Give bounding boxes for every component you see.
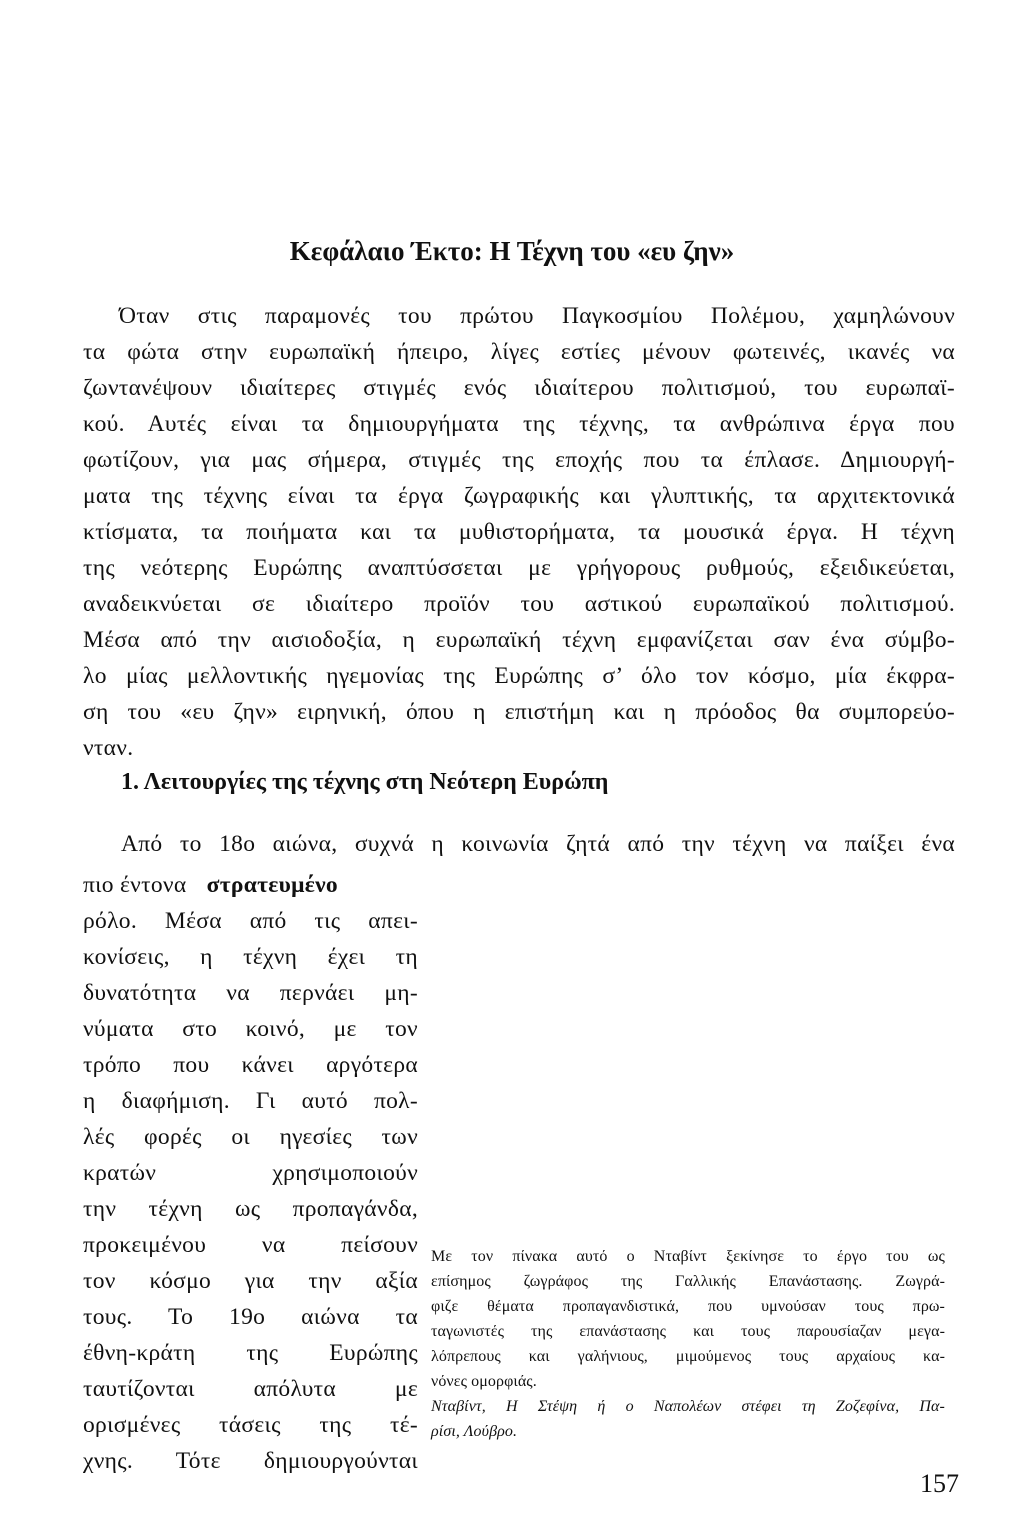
- intro-line: ζωντανέψουν ιδιαίτερες στιγμές ενός ιδιαίτερου πολιτισμού, του ευρωπαϊ-: [83, 375, 955, 401]
- body-column-line: νύματα στο κοινό, με τον: [83, 1016, 418, 1042]
- intro-line: Όταν στις παραμονές του πρώτου Παγκοσμίου Πολέμου, χαμηλώνουν: [119, 303, 955, 329]
- body-column-line: λές φορές οι ηγεσίες των: [83, 1124, 418, 1150]
- caption-line: επίσημος ζωγράφος της Γαλλικής Επανάστασης. Ζωγρά-: [431, 1273, 945, 1290]
- body-column-line: ρόλο. Μέσα από τις απει-: [83, 908, 418, 934]
- body-line-2-bold: στρατευμένο: [206, 872, 338, 898]
- body-column-line: η διαφήμιση. Γι αυτό πολ-: [83, 1088, 418, 1114]
- caption-credit-line: ρίσι, Λούβρο.: [431, 1423, 518, 1440]
- page-number: 157: [920, 1469, 959, 1498]
- body-first-line: Από το 18ο αιώνα, συχνά η κοινωνία ζητά από την τέχνη να παίξει ένα: [121, 831, 955, 857]
- intro-line: αναδεικνύεται σε ιδιαίτερο προϊόν του αστικού ευρωπαϊκού πολιτισμού.: [83, 591, 955, 617]
- body-column-line: προκειμένου να πείσουν: [83, 1232, 418, 1258]
- caption-line: φιζε θέματα προπαγανδιστικά, που υμνούσαν τους πρω-: [431, 1298, 945, 1315]
- intro-line: της νεότερης Ευρώπης αναπτύσσεται με γρήγορους ρυθμούς, εξειδικεύεται,: [83, 555, 955, 581]
- intro-line: νταν.: [83, 735, 134, 761]
- section-heading: 1. Λειτουργίες της τέχνης στη Νεότερη Ευρώπη: [121, 769, 609, 795]
- body-column-line: χνης. Τότε δημιουργούνται: [83, 1448, 418, 1474]
- body-column-line: τρόπο που κάνει αργότερα: [83, 1052, 418, 1078]
- caption-line: νόνες ομορφιάς.: [431, 1373, 537, 1390]
- body-column-line: ορισμένες τάσεις της τέ-: [83, 1412, 418, 1438]
- body-column-line: τους. Το 19ο αιώνα τα: [83, 1304, 418, 1330]
- intro-line: τα φώτα στην ευρωπαϊκή ήπειρο, λίγες εστίες μένουν φωτεινές, ικανές να: [83, 339, 955, 365]
- body-line-2-text: πιο έντονα: [83, 872, 187, 898]
- intro-line: ση του «ευ ζην» ειρηνική, όπου η επιστήμη και η πρόοδος θα συμπορεύο-: [83, 699, 955, 725]
- caption-line: λόπρεπους και γαλήνιους, μιμούμενος τους αρχαίους κα-: [431, 1348, 945, 1365]
- chapter-title: Κεφάλαιο Έκτο: Η Τέχνη του «ευ ζην»: [289, 236, 735, 266]
- body-column-line: έθνη-κράτη της Ευρώπης: [83, 1340, 418, 1366]
- body-column-line: δυνατότητα να περνάει μη-: [83, 980, 418, 1006]
- intro-line: φωτίζουν, για μας σήμερα, στιγμές της εποχής που τα έπλασε. Δημιουργή-: [83, 447, 955, 473]
- intro-line: λο μίας μελλοντικής ηγεμονίας της Ευρώπης σ’ όλο τον κόσμο, μία έκφρα-: [83, 663, 955, 689]
- intro-line: ματα της τέχνης είναι τα έργα ζωγραφικής και γλυπτικής, τα αρχιτεκτονικά: [83, 483, 955, 509]
- caption-credit-line: Νταβίντ, Η Στέψη ή ο Ναπολέων στέφει τη Ζοζεφίνα, Πα-: [431, 1398, 945, 1415]
- intro-line: κτίσματα, τα ποιήματα και τα μυθιστορήματα, τα μουσικά έργα. Η τέχνη: [83, 519, 955, 545]
- caption-line: Με τον πίνακα αυτό ο Νταβίντ ξεκίνησε το έργο του ως: [431, 1248, 945, 1265]
- intro-line: Μέσα από την αισιοδοξία, η ευρωπαϊκή τέχνη εμφανίζεται σαν ένα σύμβο-: [83, 627, 955, 653]
- body-column-line: την τέχνη ως προπαγάνδα,: [83, 1196, 418, 1222]
- intro-line: κού. Αυτές είναι τα δημιουργήματα της τέχνης, τα ανθρώπινα έργα που: [83, 411, 955, 437]
- body-column-line: ταυτίζονται απόλυτα με: [83, 1376, 418, 1402]
- caption-line: ταγωνιστές της επανάστασης και τους παρουσίαζαν μεγα-: [431, 1323, 945, 1340]
- body-column-line: κονίσεις, η τέχνη έχει τη: [83, 944, 418, 970]
- body-column-line: κρατών χρησιμοποιούν: [83, 1160, 418, 1186]
- body-column-line: τον κόσμο για την αξία: [83, 1268, 418, 1294]
- body-line-2: [83, 872, 338, 899]
